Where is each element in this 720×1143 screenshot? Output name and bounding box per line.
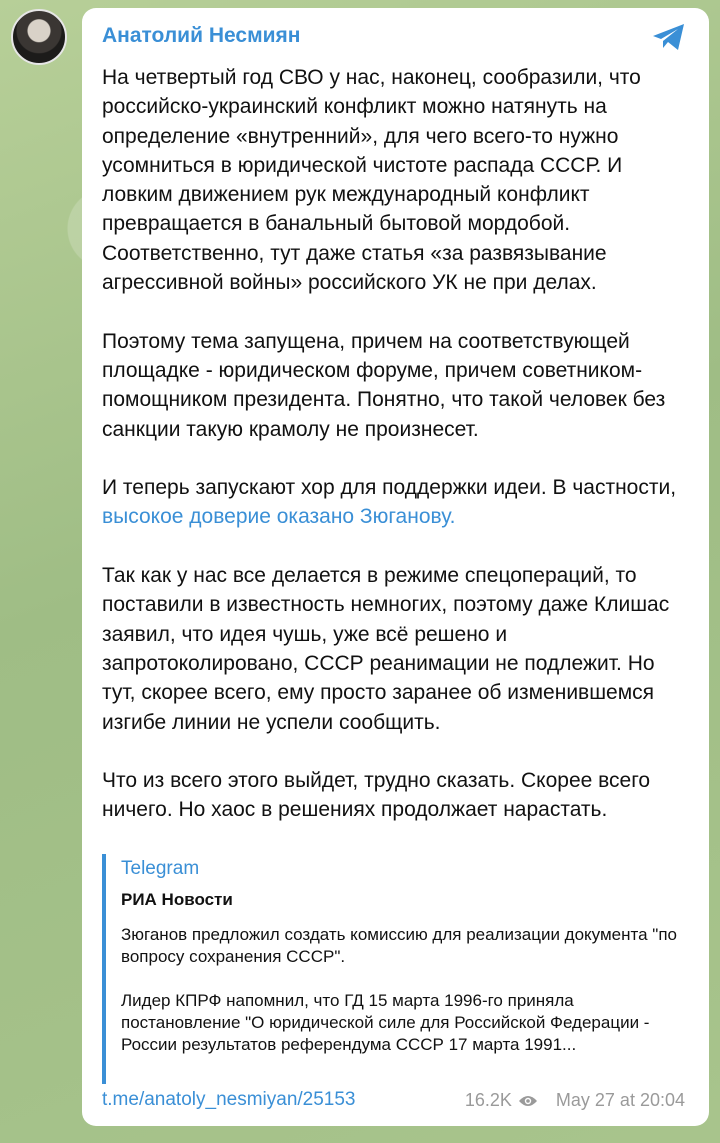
paragraph: Так как у нас все делается в режиме спецопераций, то поставили в известность немногих, поэтому даже Клишас заявил, что идея чушь, уже всё решено и запротоколировано, СССР реанимации не подлежит. Но тут, скорее всего, ему просто заранее об изменившемся изгибе линии не успели сообщить. [102, 564, 670, 734]
preview-paragraph: Лидер КПРФ напомнил, что ГД 15 марта 1996-го приняла постановление "О юридической силе для Российской Федерации - России результатов референдума СССР 17 марта 1991... [121, 991, 650, 1054]
message-bubble [82, 8, 709, 1126]
telegram-share-icon[interactable] [651, 22, 687, 52]
inline-link[interactable]: высокое доверие оказано Зюганову. [102, 505, 456, 529]
sender-name[interactable]: Анатолий Несмиян [102, 24, 301, 47]
paragraph-text: И теперь запускают хор для поддержки идеи. В частности, [102, 476, 677, 500]
view-count: 16.2K [464, 1090, 512, 1110]
message-text [102, 63, 692, 825]
avatar[interactable] [11, 9, 67, 65]
paragraph: Поэтому тема запущена, причем на соответствующей площадке - юридическом форуме, причем советником-помощником президента. Понятно, что такой человек без санкции такую крамолу не произнесет. [102, 329, 666, 441]
preview-description [121, 924, 692, 1056]
timestamp: May 27 at 20:04 [555, 1090, 685, 1110]
post-link[interactable]: t.me/anatoly_nesmiyan/25153 [102, 1089, 356, 1110]
post-meta [465, 1090, 685, 1111]
preview-title: РИА Новости [121, 890, 233, 909]
paragraph [102, 473, 692, 532]
link-preview[interactable] [102, 854, 692, 1084]
eye-icon [518, 1094, 538, 1108]
paragraph: Что из всего этого выйдет, трудно сказать. Скорее всего ничего. Но хаос в решениях продолжает нарастать. [102, 769, 651, 822]
paragraph: На четвертый год СВО у нас, наконец, сообразили, что российско-украинский конфликт можно натянуть на определение «внутренний», для чего всего-то нужно усомниться в юридической чистоте распада СССР. И ловким движением рук международный конфликт превращается в банальный бытовой мордобой. Соответственно, тут даже статья «за развязывание агрессивной войны» российского УК не при делах. [102, 66, 641, 295]
preview-site-name: Telegram [121, 858, 200, 879]
preview-paragraph: Зюганов предложил создать комиссию для реализации документа "по вопросу сохранения СССР". [121, 925, 677, 966]
